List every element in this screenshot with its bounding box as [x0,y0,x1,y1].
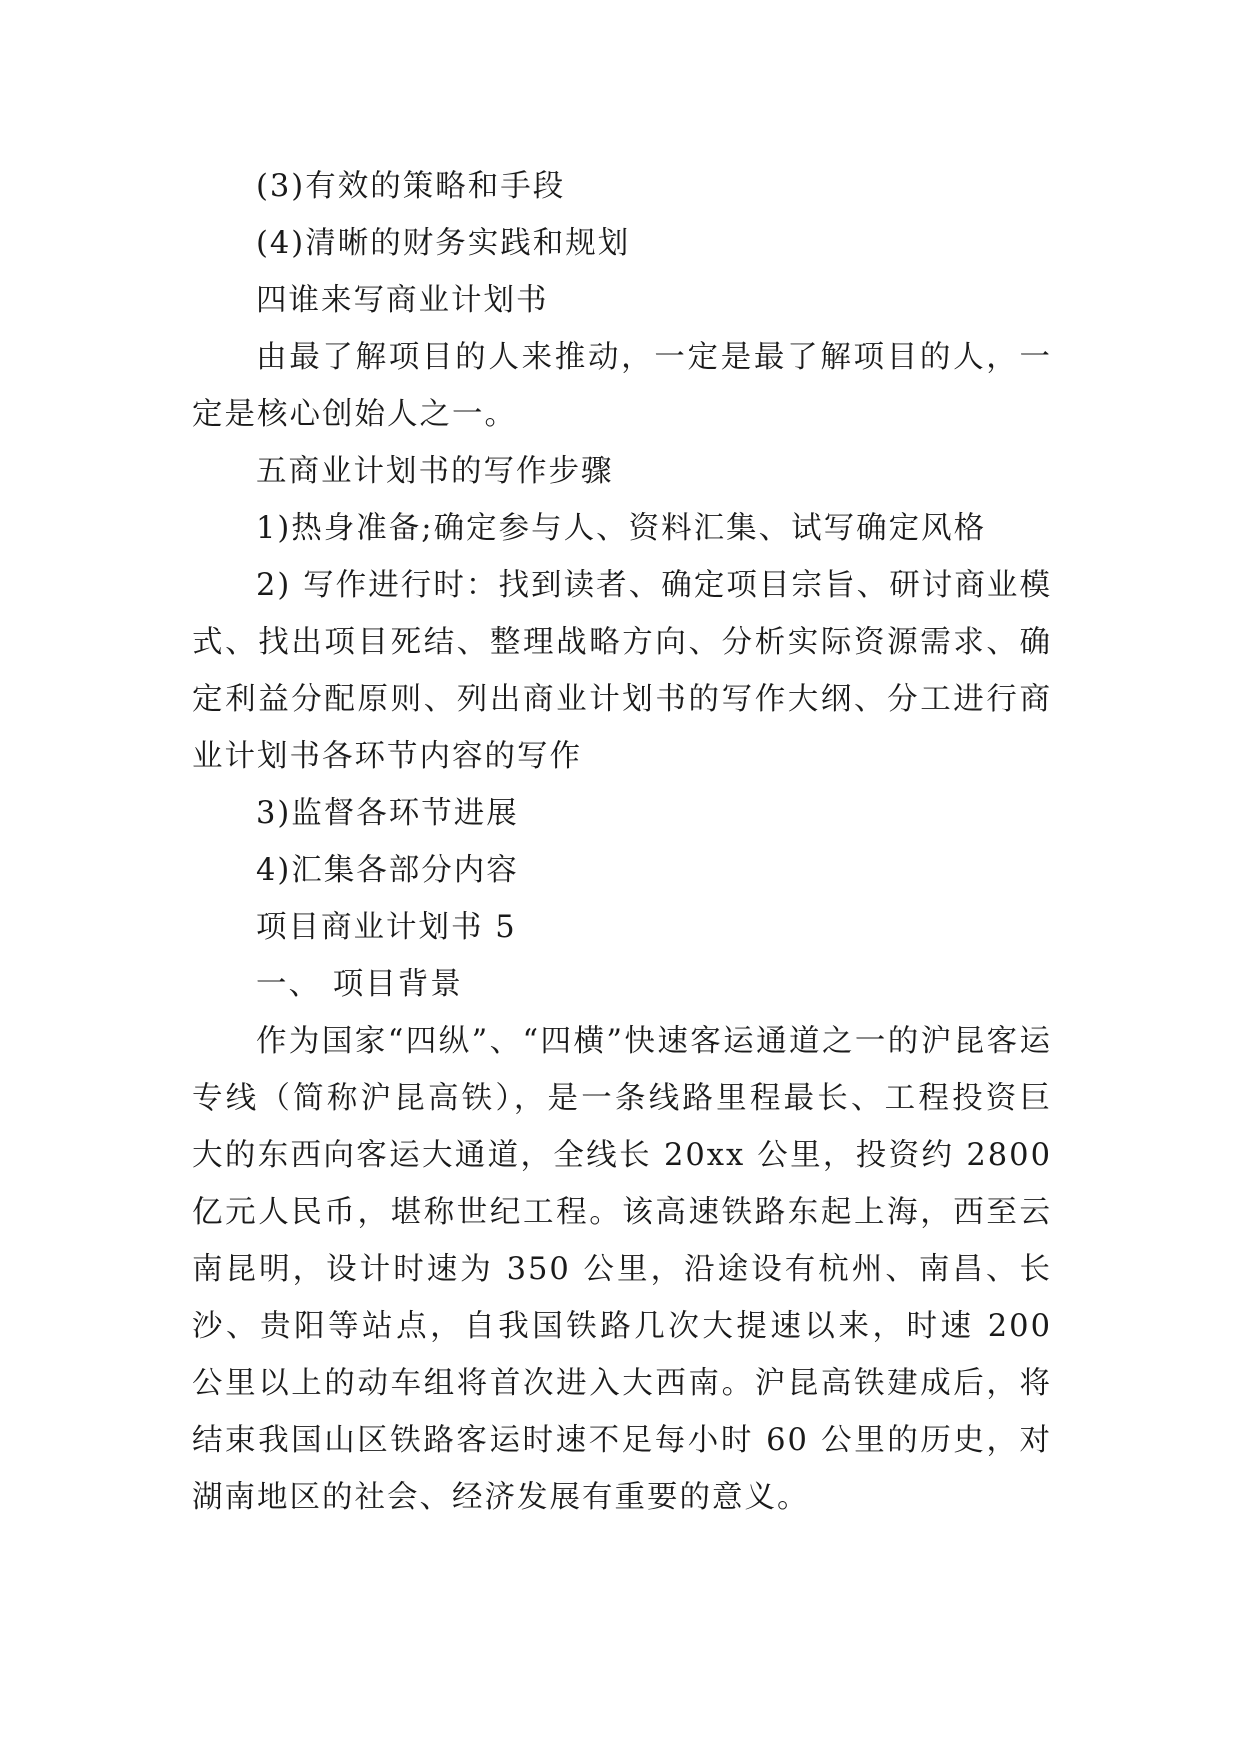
paragraph-step-1: 1)热身准备;确定参与人、资料汇集、试写确定风格 [256,511,987,546]
heading-project-background: 一、 项目背景 [256,967,463,1002]
paragraph-who-writes: 由最了解项目的人来推动，一定是最了解项目的人，一定是核心创始人之一。 [192,340,1052,432]
heading-plan-5: 项目商业计划书 5 [256,910,517,945]
paragraph-finance: (4)清晰的财务实践和规划 [256,226,631,261]
paragraph-step-3: 3)监督各环节进展 [256,796,519,831]
paragraph-step-4: 4)汇集各部分内容 [256,853,519,888]
heading-who-writes: 四谁来写商业计划书 [256,283,549,318]
paragraph-step-2: 2) 写作进行时：找到读者、确定项目宗旨、研讨商业模式、找出项目死结、整理战略方向、分析实际资源需求、确定利益分配原则、列出商业计划书的写作大纲、分工进行商业计划书各环节内容的写作 [192,568,1052,774]
document-body [192,158,1052,1526]
heading-writing-steps: 五商业计划书的写作步骤 [256,454,614,489]
paragraph-project-background: 作为国家“四纵”、“四横”快速客运通道之一的沪昆客运专线（简称沪昆高铁），是一条线路里程最长、工程投资巨大的东西向客运大通道，全线长 20xx 公里，投资约 2800 亿元人民币，堪称世纪工程。该高速铁路东起上海，西至云南昆明，设计时速为 350 公里，沿途设有杭州、南昌、长沙、贵阳等站点，自我国铁路几次大提速以来，时速 200 公里以上的动车组将首次进入大西南。沪昆高铁建成后，将结束我国山区铁路客运时速不足每小时 60 公里的历史，对湖南地区的社会、经济发展有重要的意义。 [192,1024,1052,1515]
paragraph-strategy: (3)有效的策略和手段 [256,169,566,204]
